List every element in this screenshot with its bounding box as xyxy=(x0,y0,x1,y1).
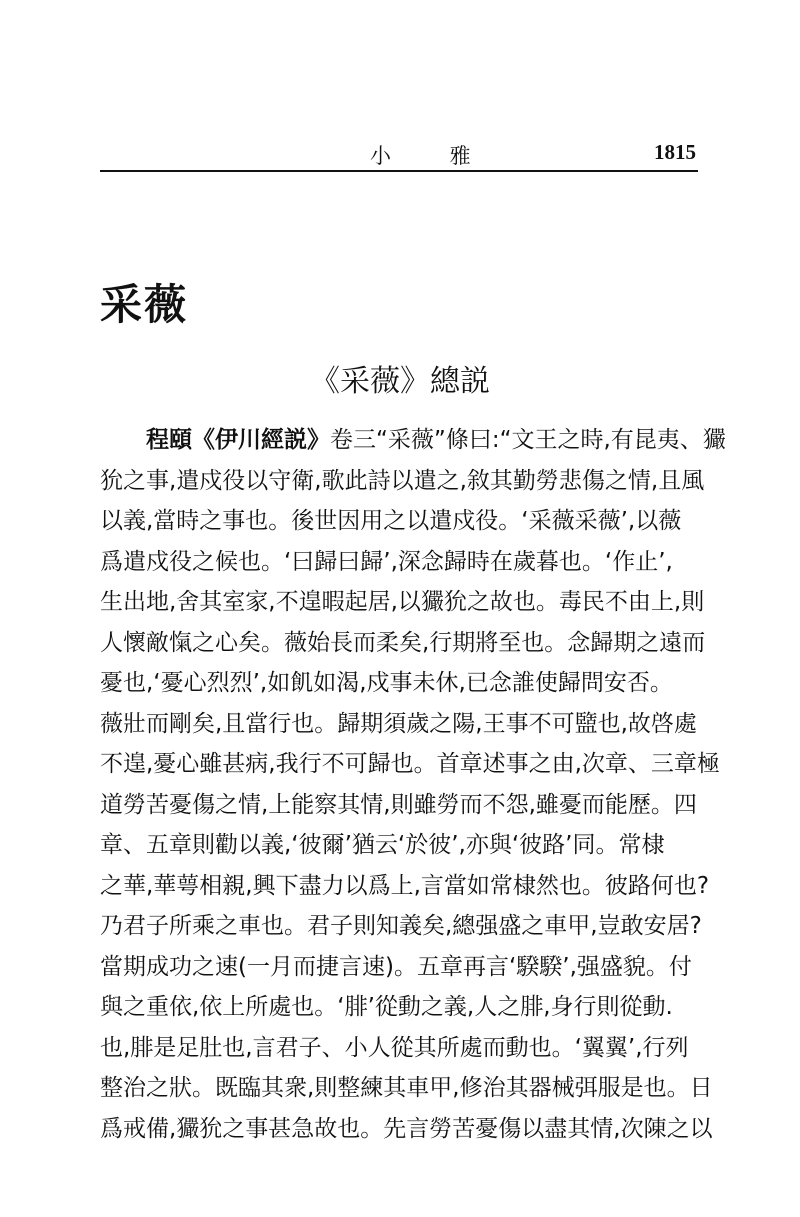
body-line: 以義,當時之事也。後世因用之以遣戍役。‘采薇采薇’,以薇 xyxy=(100,508,682,534)
cited-author: 程頤《伊川經説》 xyxy=(146,427,330,453)
body-line: 爲遣戍役之候也。‘曰歸曰歸’,深念歸時在歲暮也。‘作止’, xyxy=(100,548,673,575)
body-line: 當期成功之速(一月而捷言速)。五章再言‘騤騤’,强盛貌。付 xyxy=(100,953,692,980)
header-rule xyxy=(100,170,698,172)
running-title: 小 雅 xyxy=(370,144,497,168)
body-line: 憂也,‘憂心烈烈’,如飢如渴,戍事未休,已念誰使歸問安否。 xyxy=(100,670,673,696)
body-line: 道勞苦憂傷之情,上能察其情,則雖勞而不怨,雖憂而能歷。四 xyxy=(100,791,697,818)
body-line: 生出地,舍其室家,不遑暇起居,以玁狁之故也。毒民不由上,則 xyxy=(100,589,705,615)
body-line: 不遑,憂心雖甚病,我行不可歸也。首章述事之由,次章、三章極 xyxy=(100,751,720,777)
body-line: 也,腓是足肚也,言君子、小人從其所處而動也。‘翼翼’,行列 xyxy=(100,1034,689,1061)
section-title: 《采薇》總説 xyxy=(310,364,490,399)
page-number: 1815 xyxy=(654,140,696,164)
body-line: 章、五章則勸以義,‘彼爾’猶云‘於彼’,亦與‘彼路’同。常棣 xyxy=(100,832,665,858)
body-line-text: 卷三“采薇”條曰:“文王之時,有昆夷、玁 xyxy=(330,427,726,453)
chapter-title: 采薇 xyxy=(100,280,189,329)
body-line: 與之重依,依上所處也。‘腓’從動之義,人之腓,身行則從動. xyxy=(100,994,673,1020)
body-line: 整治之狀。既臨其衆,則整練其車甲,修治其器械弭服是也。日 xyxy=(100,1075,713,1101)
body-line: 之華,華萼相親,興下盡力以爲上,言當如常棣然也。彼路何也? xyxy=(100,872,710,899)
body-line: 乃君子所乘之車也。君子則知義矣,總强盛之車甲,豈敢安居? xyxy=(100,913,702,939)
body-line: 狁之事,遣戍役以守衛,歌此詩以遣之,敘其勤勞悲傷之情,且風 xyxy=(100,467,705,494)
body-line: 人懷敵愾之心矣。薇始長而柔矣,行期將至也。念歸期之遠而 xyxy=(100,629,706,656)
body-text xyxy=(100,420,726,1149)
body-line: 爲戒備,玁狁之事甚急故也。先言勞苦憂傷以盡其情,次陳之以 xyxy=(100,1115,713,1142)
body-line xyxy=(100,420,726,461)
body-line: 薇壯而剛矣,且當行也。歸期須歲之陽,王事不可盬也,故啓處 xyxy=(100,710,697,737)
